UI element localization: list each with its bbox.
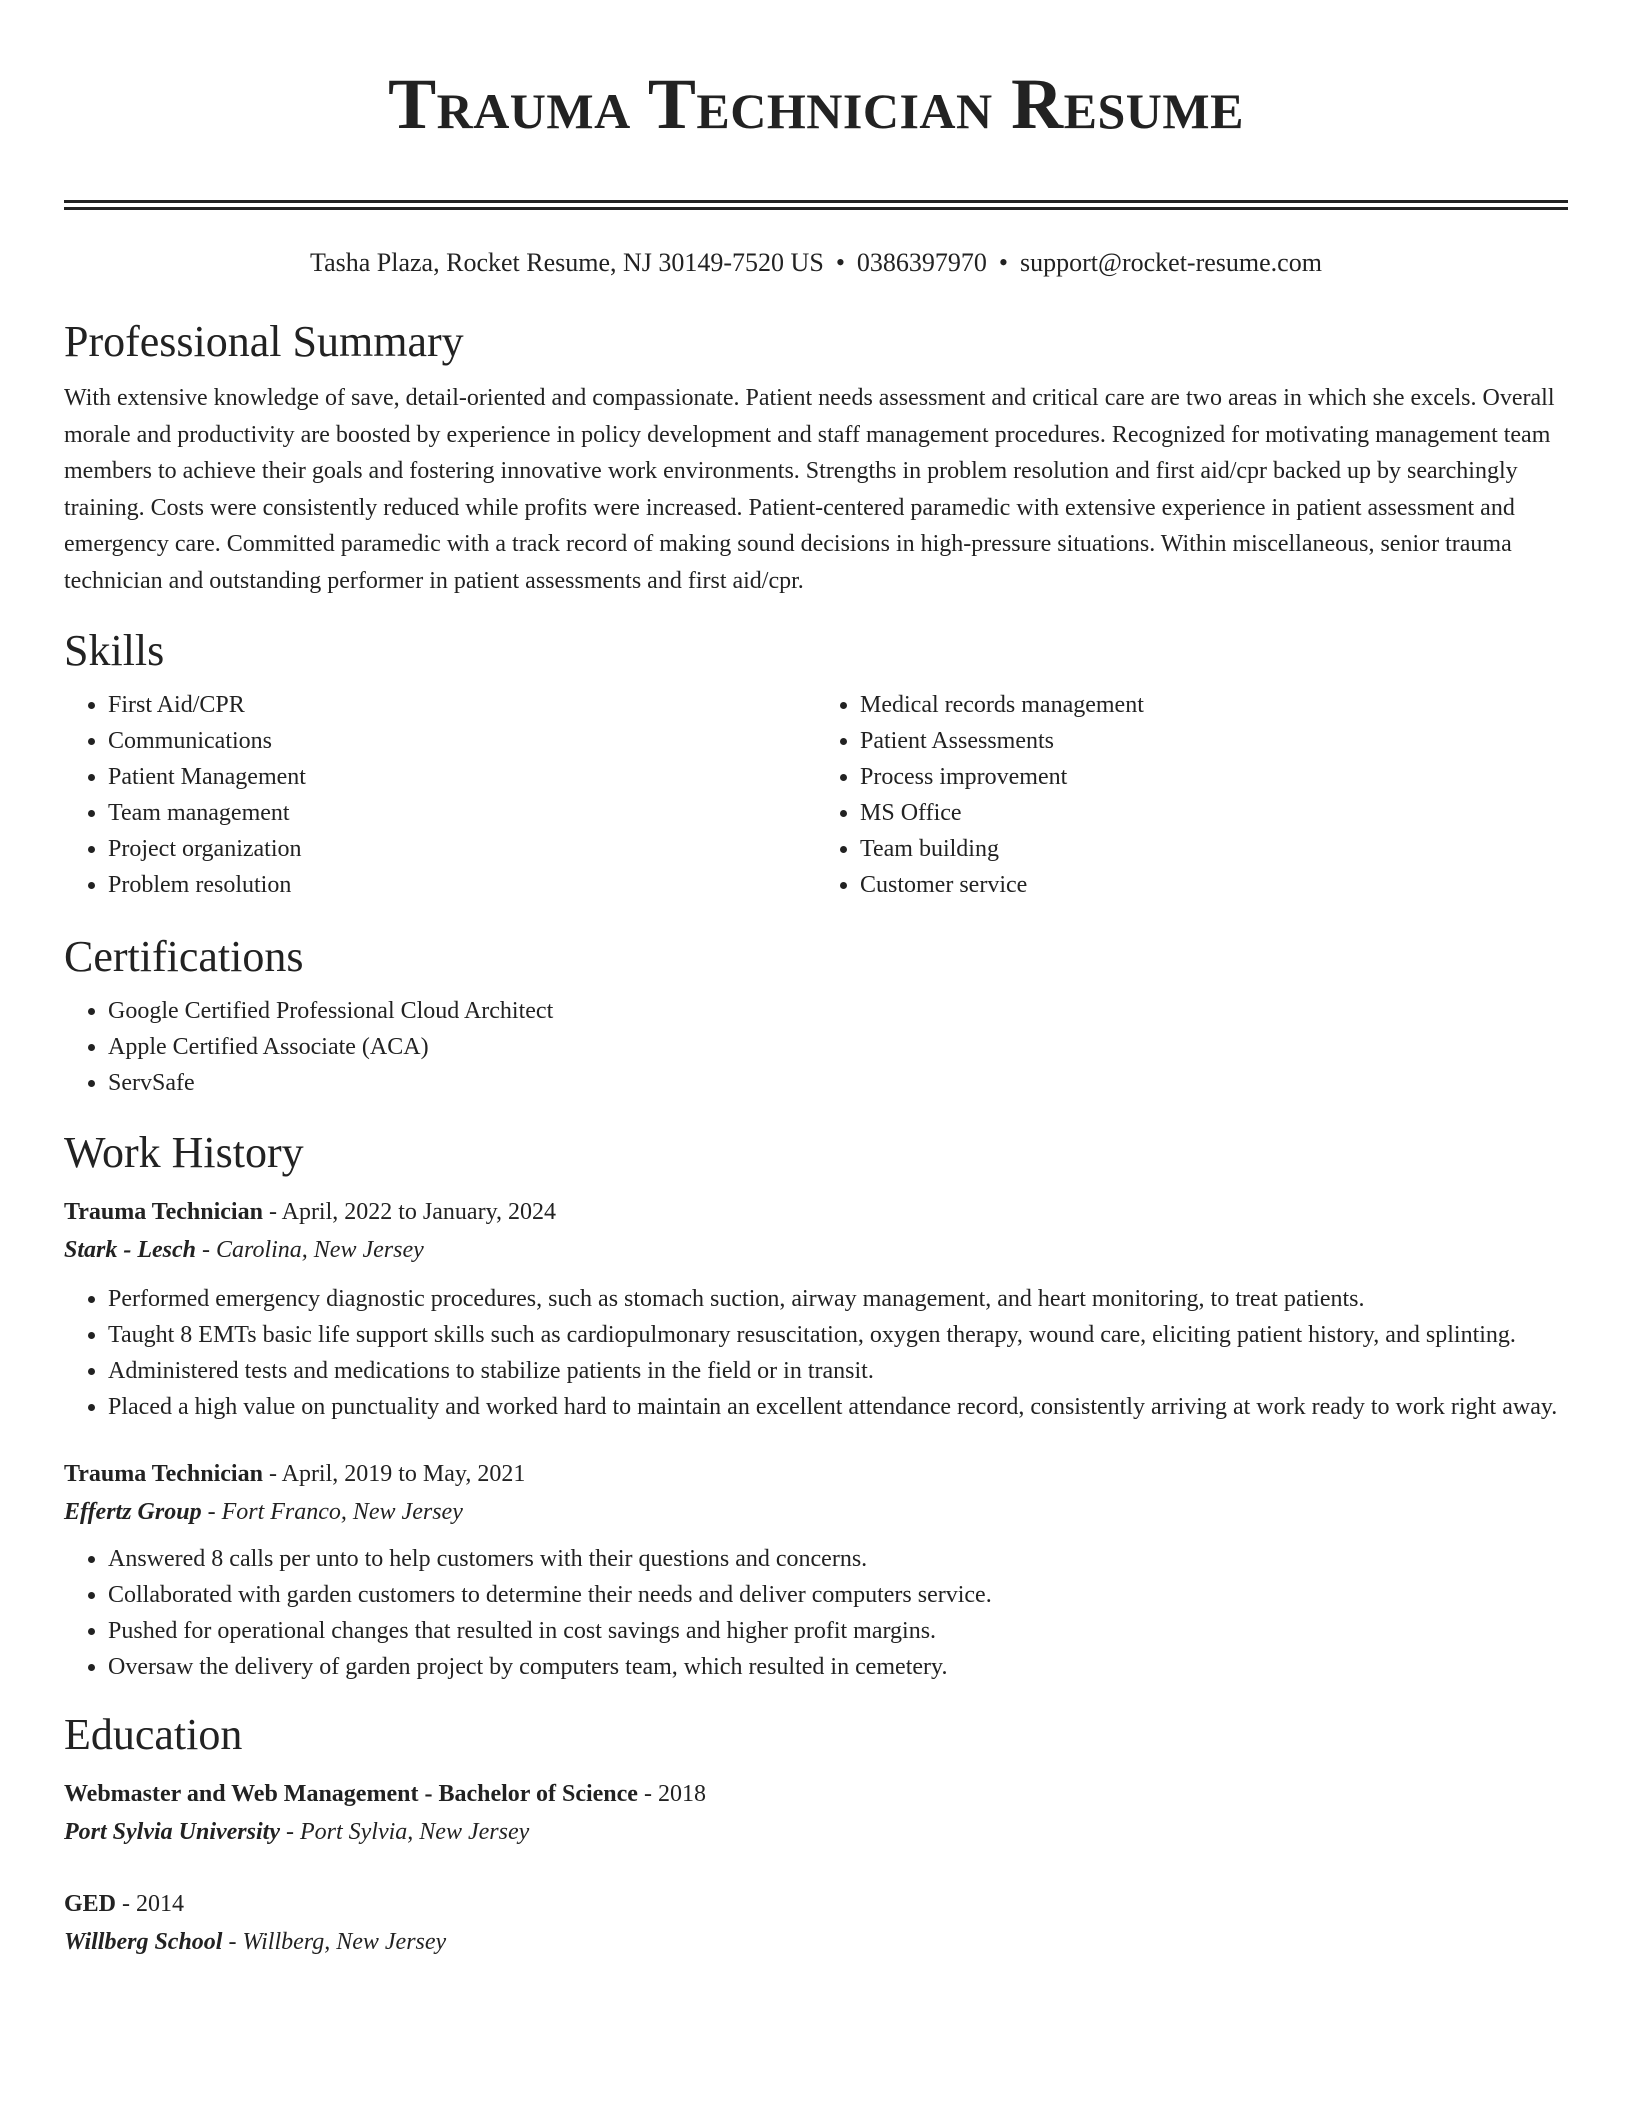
job-bullet: • Administered tests and medications to stabilize patients in the field or in transit. (108, 1353, 1568, 1389)
job-title-line (64, 1193, 1568, 1231)
education-school: Port Sylvia University (64, 1819, 280, 1845)
certifications-heading: Certifications (64, 932, 304, 981)
skill-item: • First Aid/CPR (108, 687, 816, 723)
job-company: Effertz Group (64, 1499, 202, 1525)
job-entry (64, 1455, 1568, 1685)
education-year: - 2014 (122, 1891, 185, 1917)
education-school-line (64, 1813, 1568, 1851)
education-school-line (64, 1923, 1568, 1961)
job-bullets (64, 1281, 1568, 1425)
education-degree-line (64, 1885, 1568, 1923)
education-entry (64, 1885, 1568, 1961)
job-dates: - April, 2022 to January, 2024 (268, 1199, 557, 1225)
education-year: - 2018 (643, 1781, 706, 1807)
job-company-line (64, 1493, 1568, 1531)
job-bullet: • Performed emergency diagnostic procedures, such as stomach suction, airway management, and heart monitoring, to treat patients. (108, 1281, 1568, 1317)
job-bullet: • Answered 8 calls per unto to help customers with their questions and concerns. (108, 1541, 1568, 1577)
skills-heading: Skills (64, 626, 165, 675)
education-location: - Port Sylvia, New Jersey (285, 1819, 530, 1845)
skill-item: • Patient Management (108, 759, 816, 795)
job-title-line (64, 1455, 1568, 1493)
job-bullet: • Collaborated with garden customers to determine their needs and deliver computers service. (108, 1577, 1568, 1613)
education-degree: Webmaster and Web Management - Bachelor of Science (64, 1781, 638, 1807)
job-company-line (64, 1231, 1568, 1269)
page-title: Trauma Technician Resume (388, 64, 1244, 144)
job-dates: - April, 2019 to May, 2021 (268, 1461, 526, 1487)
work-history-heading: Work History (64, 1128, 304, 1177)
skill-item: • Medical records management (860, 687, 1568, 723)
job-location: - Fort Franco, New Jersey (207, 1499, 463, 1525)
contact-phone: 0386397970 (856, 248, 987, 277)
certification-item: • ServSafe (108, 1065, 1568, 1101)
certifications-list (64, 993, 1568, 1101)
job-location: - Carolina, New Jersey (202, 1237, 424, 1263)
education-school: Willberg School (64, 1929, 223, 1955)
contact-separator: • (835, 248, 845, 277)
certification-item: • Google Certified Professional Cloud Architect (108, 993, 1568, 1029)
job-title: Trauma Technician (64, 1461, 263, 1487)
job-bullets (64, 1541, 1568, 1685)
summary-text: With extensive knowledge of save, detail-oriented and compassionate. Patient needs assessment and critical care are two areas in which she excels. Overall morale and productivity are boosted by experience in policy development and staff management procedures. Recognized for motivating management team members to achieve their goals and fostering innovative work environments. Strengths in problem resolution and first aid/cpr backed up by searchingly training. Costs were consistently reduced while profits were increased. Patient-centered paramedic with extensive experience in patient assessment and emergency care. Committed paramedic with a track record of making sound decisions in high-pressure situations. Within miscellaneous, senior trauma technician and outstanding performer in patient assessments and first aid/cpr. (64, 385, 1555, 594)
contact-address: Tasha Plaza, Rocket Resume, NJ 30149-7520 US (310, 248, 824, 277)
job-entry (64, 1193, 1568, 1425)
job-bullet: • Placed a high value on punctuality and worked hard to maintain an excellent attendance record, consistently arriving at work ready to work right away. (108, 1389, 1568, 1425)
education-heading: Education (64, 1710, 243, 1759)
skill-item: • Problem resolution (108, 867, 816, 903)
skills-list-left (64, 687, 816, 903)
contact-line (64, 246, 1568, 280)
skill-item: • Team management (108, 795, 816, 831)
summary-heading: Professional Summary (64, 317, 464, 366)
skills-columns (64, 687, 1568, 903)
skill-item: • Patient Assessments (860, 723, 1568, 759)
education-degree: GED (64, 1891, 117, 1917)
job-bullet: • Taught 8 EMTs basic life support skills such as cardiopulmonary resuscitation, oxygen therapy, wound care, eliciting patient history, and splinting. (108, 1317, 1568, 1353)
skill-item: • Process improvement (860, 759, 1568, 795)
education-degree-line (64, 1775, 1568, 1813)
skills-list-right (816, 687, 1568, 903)
job-company: Stark - Lesch (64, 1237, 196, 1263)
skill-item: • Project organization (108, 831, 816, 867)
skill-item: • Team building (860, 831, 1568, 867)
skill-item: • Communications (108, 723, 816, 759)
skill-item: • MS Office (860, 795, 1568, 831)
job-title: Trauma Technician (64, 1199, 263, 1225)
contact-email: support@rocket-resume.com (1020, 248, 1322, 277)
certification-item: • Apple Certified Associate (ACA) (108, 1029, 1568, 1065)
job-bullet: • Oversaw the delivery of garden project by computers team, which resulted in cemetery. (108, 1649, 1568, 1685)
job-bullet: • Pushed for operational changes that resulted in cost savings and higher profit margins. (108, 1613, 1568, 1649)
contact-separator: • (998, 248, 1009, 277)
education-entry (64, 1775, 1568, 1851)
skill-item: • Customer service (860, 867, 1568, 903)
title-divider (64, 200, 1568, 210)
education-location: - Willberg, New Jersey (228, 1929, 447, 1955)
